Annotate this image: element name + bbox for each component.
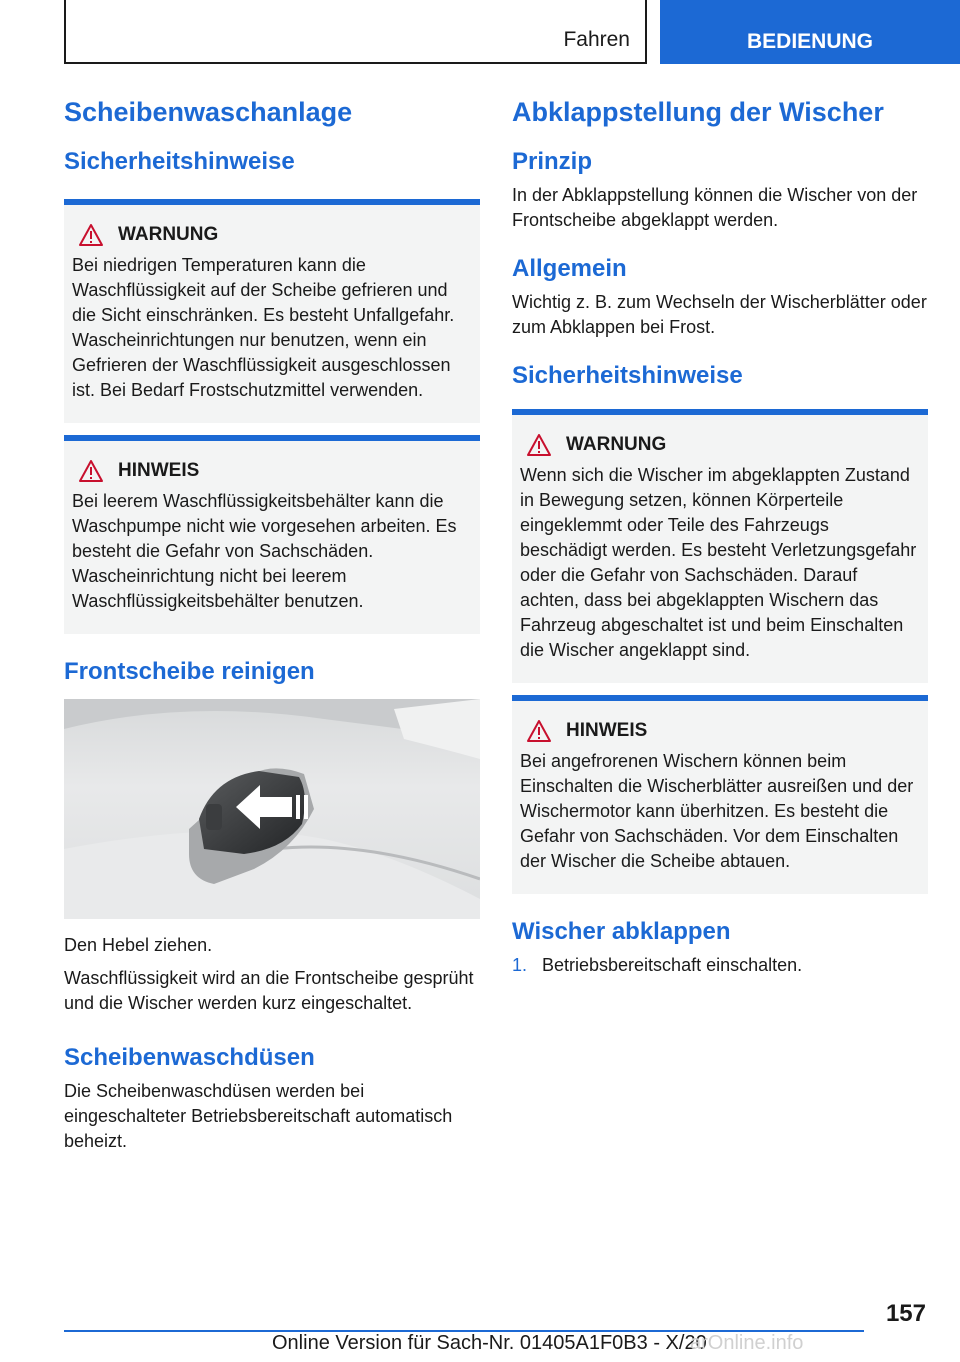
warning-triangle-icon <box>78 223 104 247</box>
warning-label: WARNUNG <box>118 224 219 246</box>
header-section-label: Fahren <box>563 28 630 51</box>
safety-heading-left: Sicherheitshinweise <box>64 148 295 176</box>
header-frame <box>64 0 647 64</box>
section-title-wiper-fold: Abklappstellung der Wischer <box>512 97 884 127</box>
general-heading: Allgemein <box>512 255 627 283</box>
principle-text: In der Abklappstellung können die Wischer von der Frontscheibe abgeklappt werden. <box>512 185 918 231</box>
warning-text: Bei niedrigen Temperaturen kann die Waschflüssigkeit auf der Scheibe gefrieren und die Sicht einschränken. Es besteht Unfallgefahr. Wascheinrichtungen nur benutzen, wenn ein Gefrieren der Waschflüssigkeit ausgeschlossen ist. Bei Bedarf Frostschutzmittel verwenden. <box>72 255 455 401</box>
hint-text: Bei leerem Waschflüssigkeitsbehälter kann die Waschpumpe nicht wie vorgesehen arbeiten. Es besteht die Gefahr von Sachschäden. Wascheinrichtung nicht bei leerem Waschflüssigkeitsbehälter benutzen. <box>72 491 457 612</box>
warning-triangle-icon <box>526 433 552 457</box>
nozzles-text: Die Scheibenwaschdüsen werden bei eingeschalteter Betriebsbereitschaft automatisch beheizt. <box>64 1080 453 1151</box>
page-number: 157 <box>885 1300 926 1327</box>
safety-heading-right: Sicherheitshinweise <box>512 361 743 389</box>
general-text: Wichtig z. B. zum Wechseln der Wischerblätter oder zum Abklappen bei Frost. <box>512 291 927 337</box>
warning-triangle-icon <box>526 719 552 743</box>
clean-windscreen-heading: Frontscheibe reinigen <box>64 658 315 686</box>
step-number: 1. <box>512 954 528 975</box>
fold-steps-list <box>512 953 928 978</box>
warning-label: WARNUNG <box>566 433 667 455</box>
hint-box-right <box>512 695 928 894</box>
principle-heading: Prinzip <box>512 148 593 176</box>
nozzles-heading: Scheibenwaschdüsen <box>64 1043 315 1071</box>
hint-text: Bei angefrorenen Wischern können beim Einschalten die Wischerblätter ausreißen und der Wischermotor kann überhitzen. Es besteht die Gefahr von Sachschäden. Vor dem Einschalten der Wischer die Scheibe abtauen. <box>520 750 914 871</box>
step-text: Betriebsbereitschaft einschalten. <box>542 954 803 975</box>
hint-label: HINWEIS <box>566 719 648 741</box>
warning-box-right <box>512 409 928 683</box>
list-item <box>512 953 928 978</box>
hint-box-left <box>64 435 480 634</box>
instruction-result: Waschflüssigkeit wird an die Frontscheibe gesprüht und die Wischer werden kurz eingeschaltet. <box>64 967 474 1013</box>
right-column <box>512 96 928 978</box>
warning-text: Wenn sich die Wischer im abgeklappten Zustand in Bewegung setzen, können Körperteile eingeklemmt oder Teile des Fahrzeugs beschädigt werden. Es besteht Verletzungsgefahr oder die Gefahr von Sachschäden. Darauf achten, dass bei abgeklappten Wischern das Fahrzeug abgeschaltet ist und beim Einschalten die Wischer angeklappt sind. <box>520 464 917 660</box>
warning-box-left <box>64 199 480 423</box>
wiper-lever-drawing <box>64 699 480 919</box>
left-column <box>64 96 480 1162</box>
watermark-text: arOnline.info <box>690 1332 804 1354</box>
wiper-lever-illustration <box>64 699 480 919</box>
header-chapter-tab: BEDIENUNG <box>660 0 960 64</box>
instruction-pull-lever: Den Hebel ziehen. <box>64 934 213 955</box>
hint-label: HINWEIS <box>118 460 200 482</box>
section-title-washer: Scheibenwaschanlage <box>64 97 353 127</box>
fold-wipers-heading: Wischer abklappen <box>512 917 731 945</box>
footer-version-text: Online Version für Sach-Nr. 01405A1F0B3 - X/20 <box>272 1332 707 1354</box>
warning-triangle-icon <box>78 459 104 483</box>
